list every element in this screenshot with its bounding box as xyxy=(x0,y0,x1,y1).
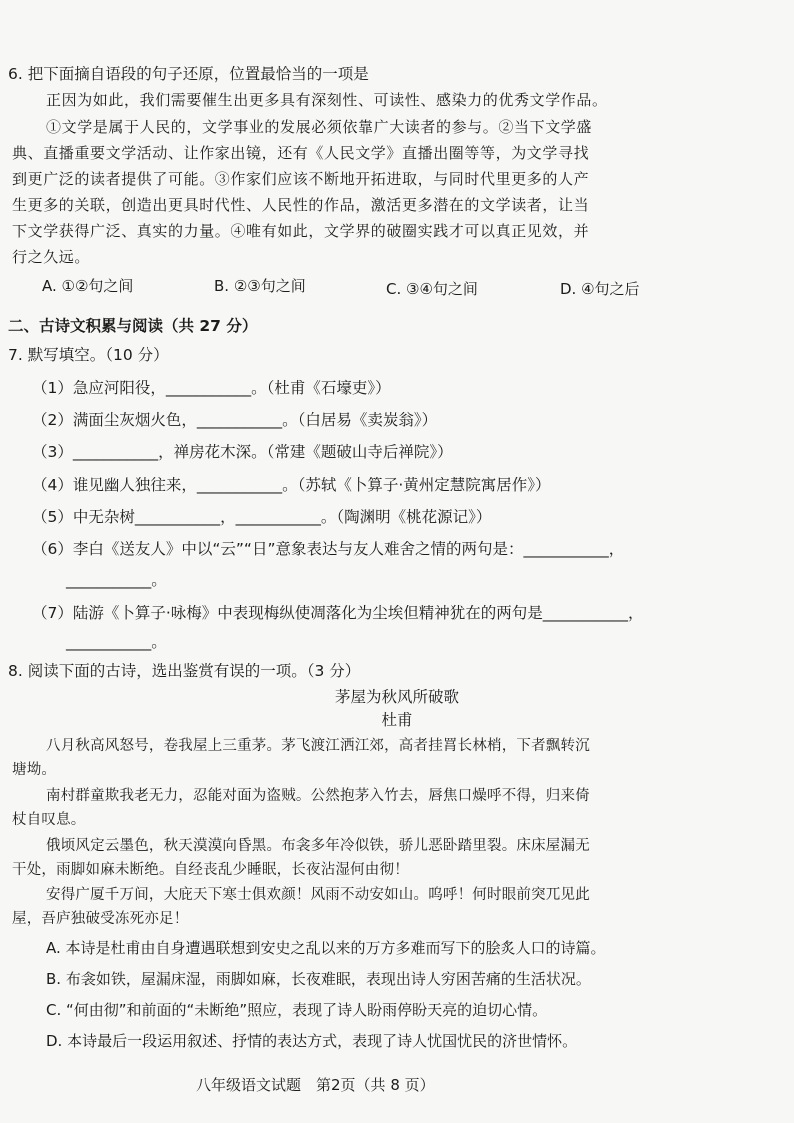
q7-item: （7）陆游《卜算子·咏梅》中表现梅纵使凋落化为尘埃但精神犹在的两句是___________， xyxy=(32,604,644,622)
q6-option-a: A. ①②句之间 xyxy=(42,277,134,295)
poem-author: 杜甫 xyxy=(381,711,413,729)
poem-line: 屋，吾庐独破受冻死亦足！ xyxy=(12,911,189,927)
q6-passage-line: 行之久远。 xyxy=(12,248,91,266)
q7-item: （2）满面尘灰烟火色，___________。（白居易《卖炭翁》） xyxy=(32,411,438,429)
q6-option-c: C. ③④句之间 xyxy=(386,280,478,298)
q7-item: （5）中无杂树___________，___________。（陶渊明《桃花源记》） xyxy=(32,508,492,526)
q6-passage-line: 典、直播重要文学活动、让作家出镜，还有《人民文学》直播出圈等等，为文学寻找 xyxy=(12,144,590,162)
q6-option-b: B. ②③句之间 xyxy=(214,277,306,295)
q7-stem: 7. 默写填空。（10 分） xyxy=(8,346,169,364)
poem-line: 俄顷风定云墨色，秋天漠漠向昏黑。布衾多年冷似铁，骄儿恶卧踏里裂。床床屋漏无 xyxy=(46,838,590,854)
q7-item: （6）李白《送友人》中以“云”“日”意象表达与友人难舍之情的两句是：___________， xyxy=(32,540,625,558)
q8-option-b: B. 布衾如铁，屋漏床湿，雨脚如麻，长夜难眠，表现出诗人穷困苦痛的生活状况。 xyxy=(46,970,591,988)
q6-passage-line: 下文学获得广泛、真实的力量。④唯有如此，文学界的破圈实践才可以真正见效，并 xyxy=(12,222,590,240)
q6-passage-line: 到更广泛的读者提供了可能。③作家们应该不断地开拓进取，与同时代里更多的人产 xyxy=(12,170,590,188)
poem-line: 南村群童欺我老无力，忍能对面为盗贼。公然抱茅入竹去，唇焦口燥呼不得，归来倚 xyxy=(46,788,590,804)
q8-option-c: C. “何由彻”和前面的“未断绝”照应，表现了诗人盼雨停盼天亮的迫切心情。 xyxy=(46,1001,548,1019)
page-footer: 八年级语文试题 第2页（共 8 页） xyxy=(196,1076,435,1094)
q7-item: （3）___________，禅房花木深。（常建《题破山寺后禅院》） xyxy=(32,443,453,461)
q8-stem: 8. 阅读下面的古诗，选出鉴赏有误的一项。（3 分） xyxy=(8,662,361,680)
q8-option-d: D. 本诗最后一段运用叙述、抒情的表达方式，表现了诗人忧国忧民的济世情怀。 xyxy=(46,1032,578,1050)
q6-passage-line: ①文学是属于人民的，文学事业的发展必须依靠广大读者的参与。②当下文学盛 xyxy=(46,118,593,136)
q6-sentence: 正因为如此，我们需要催生出更多具有深刻性、可读性、感染力的优秀文学作品。 xyxy=(46,91,608,109)
poem-line: 杖自叹息。 xyxy=(12,812,86,828)
poem-line: 塘坳。 xyxy=(12,762,57,778)
q7-item: （4）谁见幽人独往来，___________。（苏轼《卜算子·黄州定慧院寓居作》） xyxy=(32,476,551,494)
q6-option-d: D. ④句之后 xyxy=(560,280,640,298)
q8-option-a: A. 本诗是杜甫由自身遭遇联想到安史之乱以来的万方多难而写下的脍炙人口的诗篇。 xyxy=(46,939,606,957)
q6-stem: 6. 把下面摘自语段的句子还原，位置最恰当的一项是 xyxy=(8,65,369,83)
q7-item: （1）急应河阳役，___________。（杜甫《石壕吏》） xyxy=(32,379,391,397)
poem-line: 安得广厦千万间，大庇天下寒士俱欢颜！风雨不动安如山。呜呼！何时眼前突兀见此 xyxy=(46,887,590,903)
poem-line: 八月秋高风怒号，卷我屋上三重茅。茅飞渡江洒江郊，高者挂罥长林梢，下者飘转沉 xyxy=(46,738,590,754)
q7-item-continuation: ___________。 xyxy=(66,633,167,651)
q6-passage-line: 生更多的关联，创造出更具时代性、人民性的作品，激活更多潜在的文学读者，让当 xyxy=(12,196,590,214)
poem-line: 干处，雨脚如麻未断绝。自经丧乱少睡眠，长夜沾湿何由彻！ xyxy=(12,862,409,878)
q7-item-continuation: ___________。 xyxy=(66,571,167,589)
poem-title: 茅屋为秋风所破歌 xyxy=(334,688,459,706)
section-title: 二、古诗文积累与阅读（共 27 分） xyxy=(8,317,258,335)
